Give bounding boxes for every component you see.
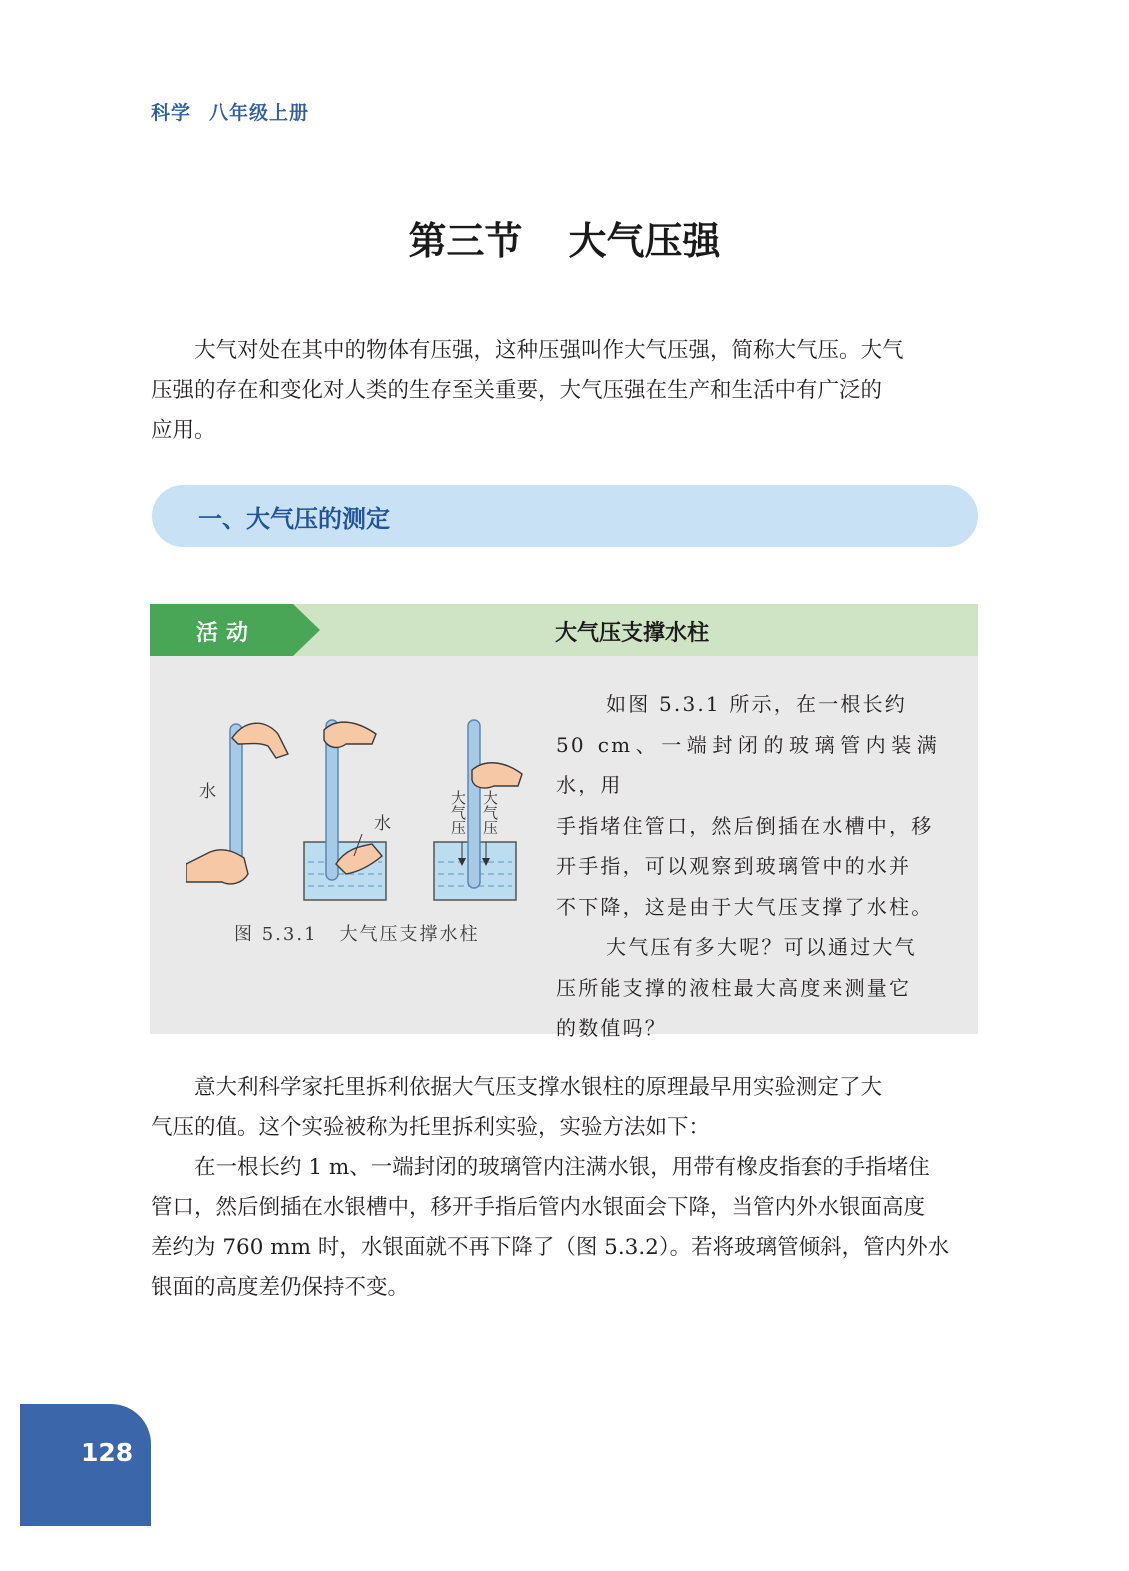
section-heading-bar — [152, 485, 978, 547]
activity-line: 50 cm、一端封闭的玻璃管内装满水，用 — [556, 732, 939, 797]
torricelli-paragraph — [151, 1068, 977, 1308]
activity-box — [150, 604, 978, 1040]
activity-title: 大气压支撑水柱 — [555, 621, 710, 646]
activity-tag: 活动 — [196, 621, 257, 646]
activity-line: 手指堵住管口，然后倒插在水槽中，移 — [556, 813, 934, 838]
intro-line: 大气对处在其中的物体有压强，这种压强叫作大气压强，简称大气压。大气 — [194, 338, 904, 363]
body-line: 银面的高度差仍保持不变。 — [151, 1275, 410, 1300]
stage-2-tube-in-basin — [304, 720, 391, 900]
stage-3-atmospheric-pressure — [434, 720, 522, 900]
label-atmospheric-pressure: 大气压 — [449, 790, 467, 835]
label-water: 水 — [374, 814, 391, 834]
title-name: 大气压强 — [568, 219, 721, 263]
hand-icon — [472, 763, 522, 788]
figure-water-column — [186, 714, 546, 914]
activity-paragraph-2 — [556, 927, 939, 968]
title-section-number: 第三节 — [408, 219, 523, 263]
figure-caption — [234, 920, 480, 946]
activity-line: 不下降，这是由于大气压支撑了水柱。 — [556, 894, 934, 919]
header-grade: 八年级上册 — [209, 102, 310, 124]
page-number: 128 — [81, 1438, 134, 1467]
activity-text — [556, 684, 939, 1049]
activity-line: 大气压有多大呢？可以通过大气 — [606, 935, 917, 959]
body-line: 气压的值。这个实验被称为托里拆利实验，实验方法如下： — [151, 1115, 711, 1140]
intro-line: 压强的存在和变化对人类的生存至关重要，大气压强在生产和生活中有广泛的 — [151, 378, 883, 403]
body-line: 差约为 760 mm 时，水银面就不再下降了（图 5.3.2）。若将玻璃管倾斜，管内外水 — [151, 1235, 950, 1260]
activity-header — [150, 604, 978, 656]
activity-line: 压所能支撑的液柱最大高度来测量它 — [556, 975, 912, 1000]
intro-line: 应用。 — [151, 418, 216, 443]
figure-number: 图 5.3.1 — [234, 924, 318, 945]
page-number-tab — [20, 1404, 151, 1526]
hand-icon — [324, 722, 376, 747]
figure-caption-text: 大气压支撑水柱 — [339, 924, 480, 945]
intro-paragraph — [151, 331, 977, 451]
running-header — [151, 98, 309, 125]
header-subject: 科学 — [151, 102, 192, 124]
section-heading: 一、大气压的测定 — [198, 505, 390, 533]
activity-line: 的数值吗？ — [556, 1016, 667, 1040]
hand-icon — [186, 850, 248, 884]
activity-line: 如图 5.3.1 所示，在一根长约 — [606, 692, 908, 716]
body-line: 管口，然后倒插在水银槽中，移开手指后管内水银面会下降，当管内外水银面高度 — [151, 1195, 926, 1220]
stage-1-tube-filled — [186, 723, 288, 884]
activity-paragraph-1 — [556, 684, 939, 725]
label-water: 水 — [199, 782, 216, 802]
body-line: 在一根长约 1 m、一端封闭的玻璃管内注满水银，用带有橡皮指套的手指堵住 — [194, 1155, 930, 1180]
body-line: 意大利科学家托里拆利依据大气压支撑水银柱的原理最早用实验测定了大 — [194, 1075, 883, 1100]
page-title — [0, 210, 1129, 265]
label-atmospheric-pressure: 大气压 — [481, 790, 499, 835]
activity-line: 开手指，可以观察到玻璃管中的水并 — [556, 854, 912, 878]
